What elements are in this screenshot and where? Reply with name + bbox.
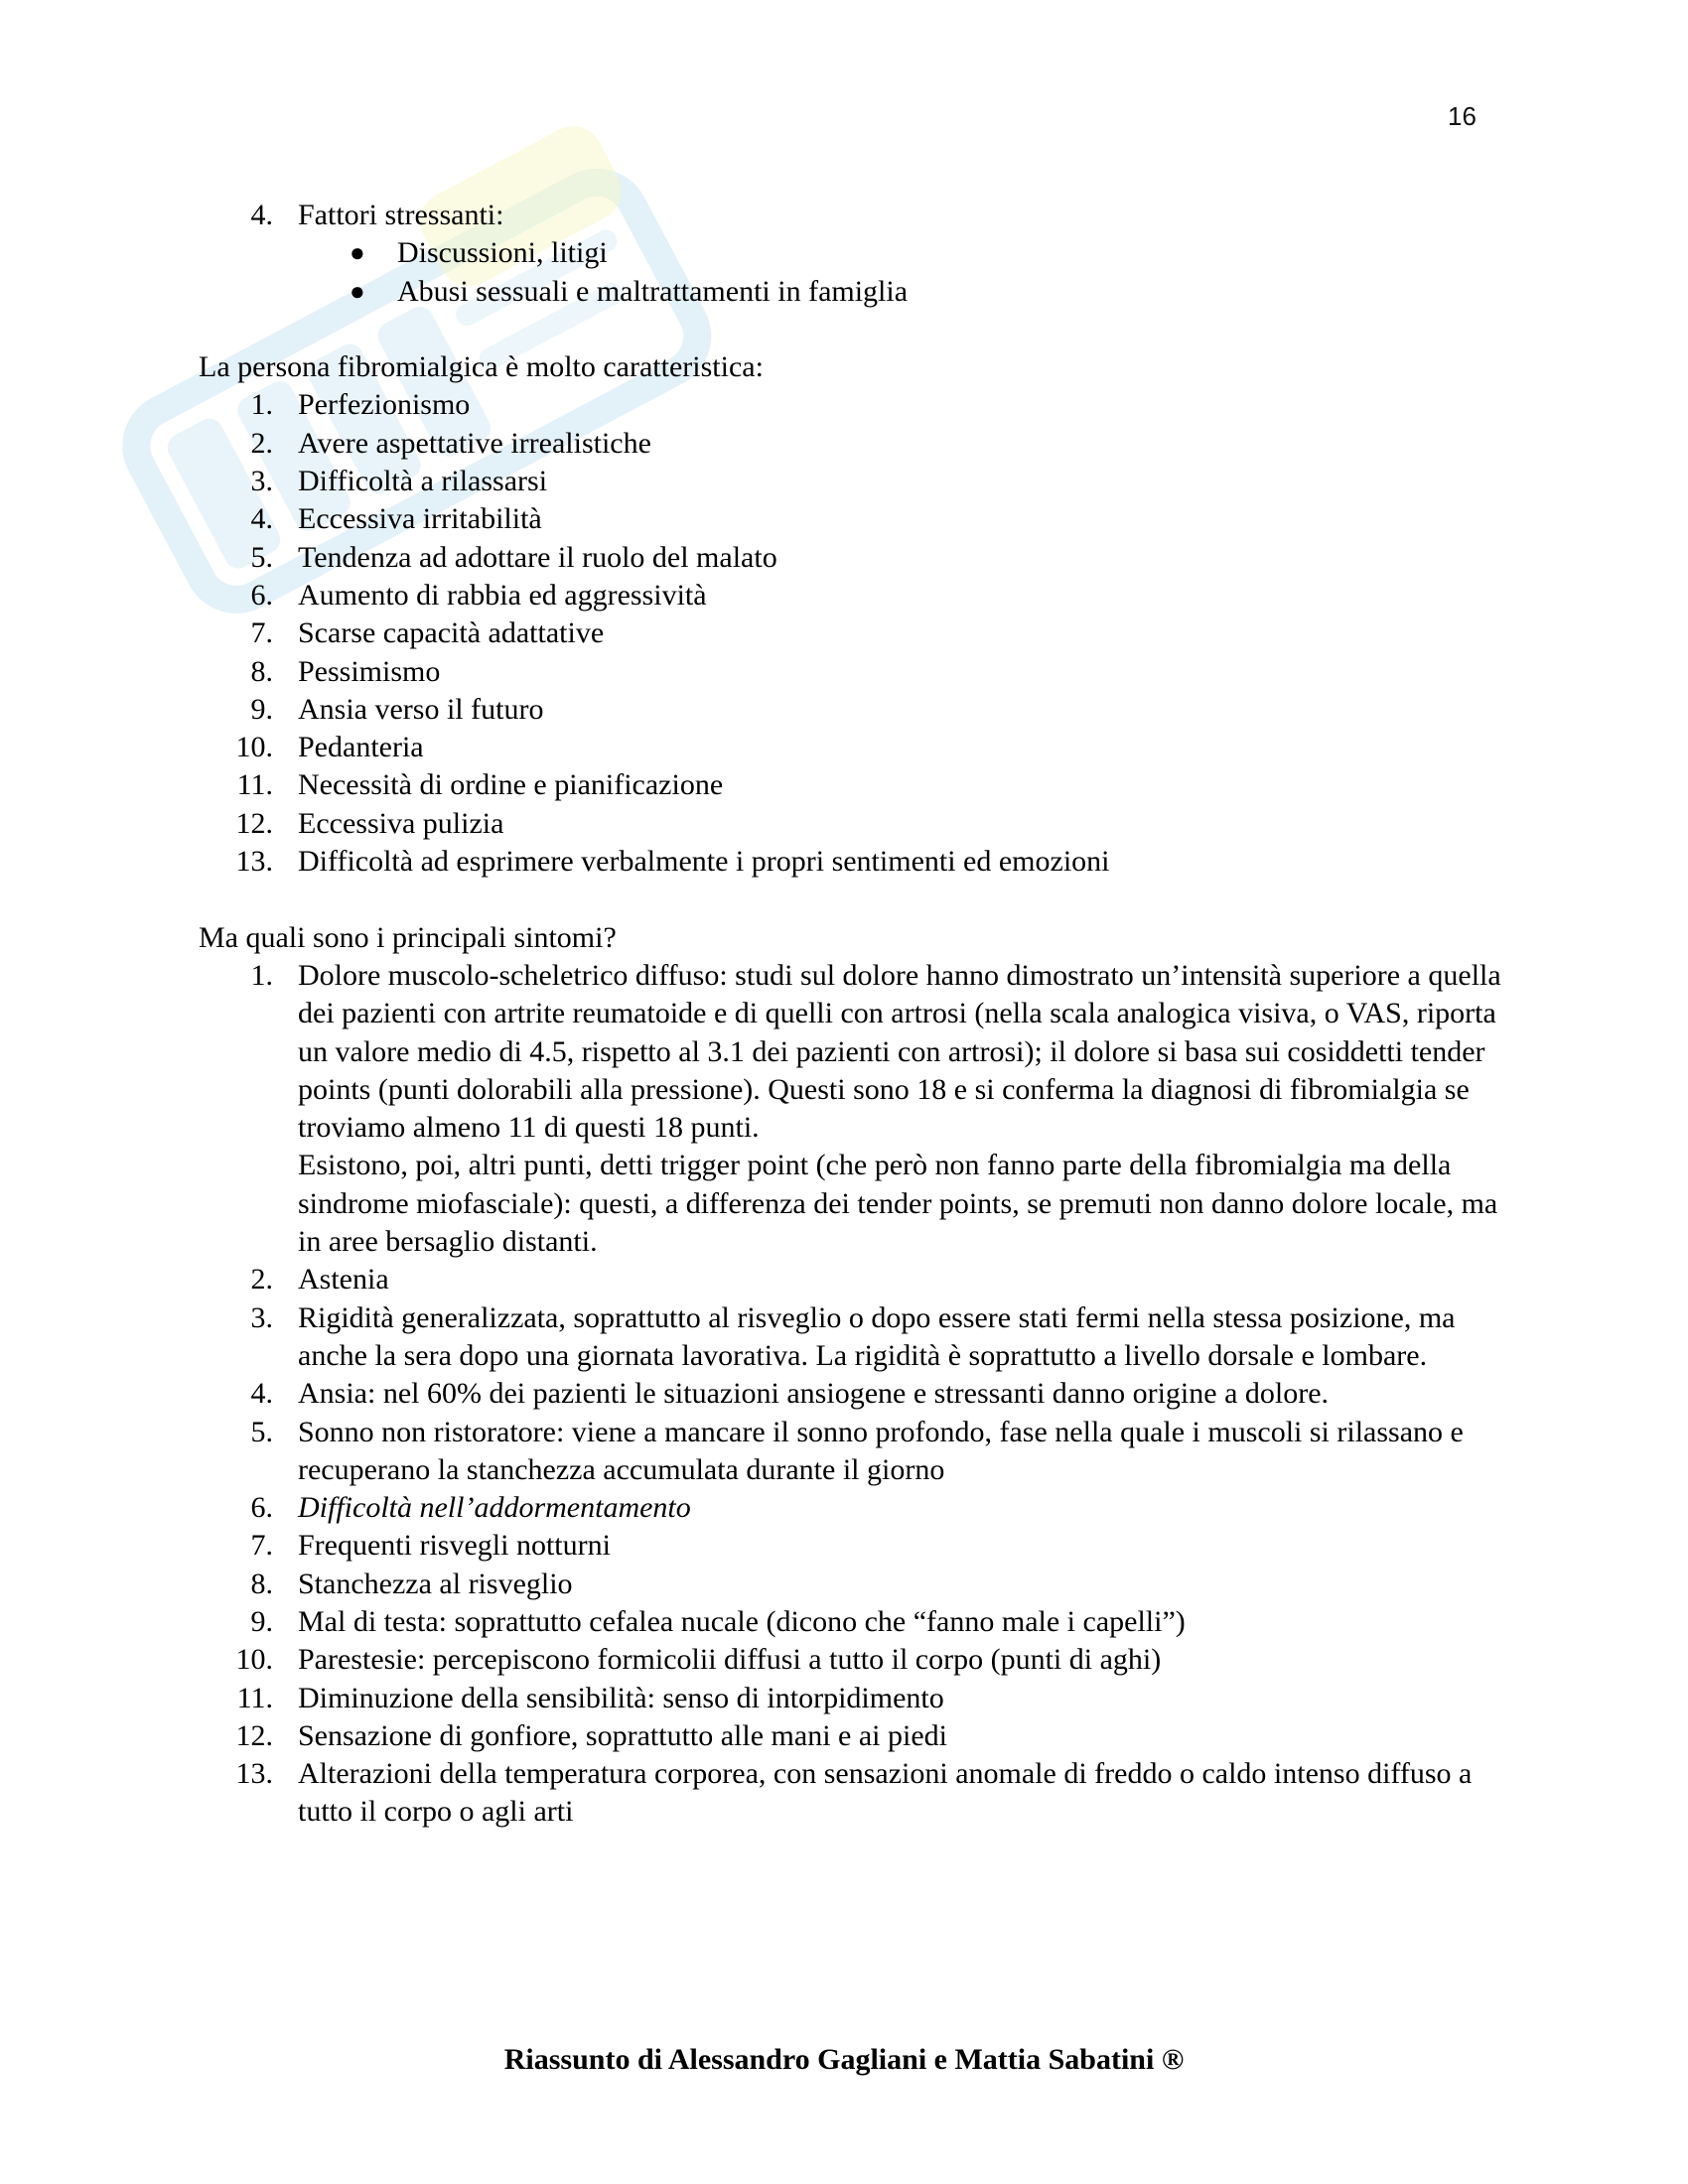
list-item <box>199 425 1509 463</box>
item-text: Dolore muscolo-scheletrico diffuso: studi sul dolore hanno dimostrato un’intensità superiore a quella dei pazienti con artrite reumatoide e di quelli con artrosi (nella scala analogica visiva, o VAS, riporta un valore medio di 4.5, rispetto al 3.1 dei pazienti con artrosi); il dolore si basa sui cosiddetti tender points (punti dolorabili alla pressione). Questi sono 18 e si conferma la diagnosi di fibromialgia se troviamo almeno 11 di questi 18 punti. <box>298 958 1501 1145</box>
item-text: Difficoltà ad esprimere verbalmente i propri sentimenti ed emozioni <box>298 845 1110 879</box>
item-text: Scarse capacità adattative <box>298 616 605 650</box>
item-number: 8. <box>250 654 273 688</box>
item-number: 2. <box>250 426 273 460</box>
list-item <box>199 539 1509 577</box>
item-number: 5. <box>250 1415 273 1448</box>
page-footer: Riassunto di Alessandro Gagliani e Mattia Sabatini ® <box>503 2043 1185 2076</box>
list-item <box>199 1261 1509 1298</box>
item-number: 12. <box>235 1718 273 1752</box>
item-text: Ansia verso il futuro <box>298 692 544 726</box>
item-text: Ansia: nel 60% dei pazienti le situazioni ansiogene e stressanti danno origine a dolore. <box>298 1377 1330 1411</box>
item-number: 7. <box>250 1529 273 1563</box>
list-item <box>199 1717 1509 1755</box>
item-number: 6. <box>250 1491 273 1525</box>
item-text: Avere aspettative irrealistiche <box>298 426 651 460</box>
list-item <box>199 577 1509 614</box>
list-item <box>199 500 1509 538</box>
item-text: Alterazioni della temperatura corporea, con sensazioni anomale di freddo o caldo intenso diffuso a tutto il corpo o agli arti <box>298 1757 1473 1829</box>
list-item <box>199 1641 1509 1679</box>
bullet-icon: ● <box>350 238 365 268</box>
item-number: 4. <box>250 199 273 231</box>
list-item <box>199 1566 1509 1603</box>
list-item <box>199 614 1509 652</box>
item-number: 6. <box>250 578 273 612</box>
item-number: 13. <box>235 845 273 879</box>
list-item <box>199 691 1509 729</box>
item-text: Diminuzione della sensibilità: senso di intorpidimento <box>298 1681 944 1714</box>
bullet-text: Discussioni, litigi <box>397 236 608 270</box>
item-text: Tendenza ad adottare il ruolo del malato <box>298 540 777 574</box>
item-number: 4. <box>250 1377 273 1411</box>
personality-intro: La persona fibromialgica è molto caratteristica: <box>199 350 764 384</box>
item-text: Fattori stressanti: <box>298 199 504 231</box>
document-body <box>199 197 1509 1832</box>
list-item <box>199 1414 1509 1490</box>
bullet-text: Abusi sessuali e maltrattamenti in famiglia <box>397 274 909 308</box>
item-text: Mal di testa: soprattutto cefalea nucale (dicono che “fanno male i capelli”) <box>298 1604 1186 1638</box>
item-number: 11. <box>236 768 273 802</box>
item-text: Sensazione di gonfiore, soprattutto alle mani e ai piedi <box>298 1718 947 1752</box>
list-item <box>199 653 1509 691</box>
item-text: Sonno non ristoratore: viene a mancare il sonno profondo, fase nella quale i muscoli si rilassano e recuperano la stanchezza accumulata durante il giorno <box>298 1415 1464 1486</box>
item-number: 7. <box>250 616 273 650</box>
item-text: Perfezionismo <box>298 388 471 422</box>
item-number: 13. <box>235 1757 273 1791</box>
item-text: Pessimismo <box>298 654 441 688</box>
stress-bullets <box>199 234 1509 311</box>
item-number: 10. <box>235 731 273 764</box>
item-number: 10. <box>235 1643 273 1677</box>
item-text: Eccessiva irritabilità <box>298 502 542 536</box>
bullet-item <box>199 234 1509 272</box>
stress-list <box>199 197 1509 234</box>
item-text: Aumento di rabbia ed aggressività <box>298 578 707 612</box>
list-item <box>199 386 1509 424</box>
item-number: 1. <box>250 958 273 992</box>
item-number: 9. <box>250 1604 273 1638</box>
page-number: 16 <box>1448 101 1477 131</box>
item-text-extra: Esistono, poi, altri punti, detti trigger point (che però non fanno parte della fibromialgia ma della sindrome miofasciale): questi, a differenza dei tender points, se premuti non danno dolore locale, ma in aree bersaglio distanti. <box>298 1149 1498 1259</box>
item-text: Difficoltà nell’addormentamento <box>298 1491 691 1525</box>
symptoms-list <box>199 957 1509 1832</box>
symptoms-intro: Ma quali sono i principali sintomi? <box>199 920 617 954</box>
item-number: 12. <box>235 806 273 840</box>
item-number: 8. <box>250 1567 273 1600</box>
list-item <box>199 1755 1509 1832</box>
bullet-item <box>199 273 1509 311</box>
item-text: Necessità di ordine e pianificazione <box>298 768 724 802</box>
item-text: Eccessiva pulizia <box>298 806 504 840</box>
item-number: 3. <box>250 1300 273 1334</box>
list-item <box>199 1603 1509 1641</box>
list-item <box>199 766 1509 804</box>
list-item <box>199 1299 1509 1376</box>
list-item <box>199 957 1509 1261</box>
list-item <box>199 805 1509 843</box>
list-item <box>199 1680 1509 1717</box>
list-item <box>199 1527 1509 1565</box>
list-item <box>199 1489 1509 1527</box>
item-number: 4. <box>250 502 273 536</box>
bullet-icon: ● <box>350 276 365 306</box>
item-text: Pedanteria <box>298 731 424 764</box>
item-number: 5. <box>250 540 273 574</box>
list-item <box>199 197 1509 234</box>
item-text: Rigidità generalizzata, soprattutto al risveglio o dopo essere stati fermi nella stessa posizione, ma anche la sera dopo una giornata lavorativa. La rigidità è soprattutto a livello dorsale e lombare. <box>298 1300 1456 1372</box>
list-item <box>199 463 1509 500</box>
list-item <box>199 1375 1509 1413</box>
item-number: 9. <box>250 692 273 726</box>
item-number: 1. <box>250 388 273 422</box>
personality-list <box>199 386 1509 881</box>
item-number: 3. <box>250 465 273 498</box>
list-item <box>199 729 1509 766</box>
item-number: 11. <box>236 1681 273 1714</box>
item-text: Astenia <box>298 1263 389 1297</box>
item-text: Parestesie: percepiscono formicolii diffusi a tutto il corpo (punti di aghi) <box>298 1643 1162 1677</box>
item-number: 2. <box>250 1263 273 1297</box>
item-text: Stanchezza al risveglio <box>298 1567 573 1600</box>
item-text: Frequenti risvegli notturni <box>298 1529 611 1563</box>
list-item <box>199 843 1509 881</box>
item-text: Difficoltà a rilassarsi <box>298 465 548 498</box>
